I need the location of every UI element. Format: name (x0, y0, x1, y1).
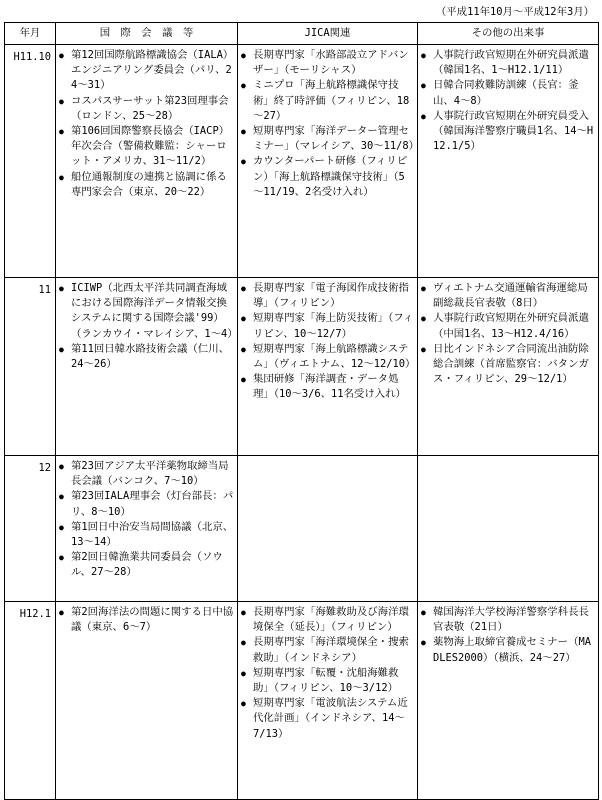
list-item: ● 短期専門家「電波航法システム近代化計画」（インドネシア、14～7/13） (241, 696, 414, 742)
other-cell (418, 278, 599, 456)
table-row (5, 45, 599, 278)
list-item: ● 第23回IALA理事会（灯台部長：パリ、8～10） (59, 489, 234, 519)
month-cell: H11.10 (5, 45, 56, 278)
period-range: （平成11年10月～平成12年3月） (435, 6, 594, 18)
list-item: ● ヴィエトナム交通運輸省海運総局副総裁長官表敬（8日） (421, 281, 595, 311)
header-row (5, 23, 599, 45)
list-item: ● 日韓合同救難防訓練（長官：釜山、4～8） (421, 78, 595, 108)
header-conferences: 国 際 会 議 等 (56, 23, 238, 45)
list-item: ● コスパスサーサット第23回理事会（ロンドン、25～28） (59, 94, 234, 124)
header-jica: JICA関連 (238, 23, 418, 45)
header-other: その他の出来事 (418, 23, 599, 45)
list-item: ● 長期専門家「海洋環境保全・捜索救助」（インドネシア） (241, 635, 414, 665)
table-row (5, 456, 599, 602)
table-row (5, 602, 599, 800)
list-item: ● 韓国海洋大学校海洋警察学科長長官表敬（21日） (421, 605, 595, 635)
list-item: ● 人事院行政官短期在外研究員派遣（韓国1名、1～H12.1/11） (421, 48, 595, 78)
list-item: ● 長期専門家「電子海図作成技術指導」（フィリピン） (241, 281, 414, 311)
jica-cell (238, 278, 418, 456)
month-cell: 11 (5, 278, 56, 456)
list-item: ● 第11回日韓水路技術会議（仁川、24～26） (59, 342, 234, 372)
list-item: ● 第106回国際警察長協会（IACP）年次会合（警備救難監：シャーロット・アメリカ、31～11/2） (59, 124, 234, 170)
list-item: ● 人事院行政官短期在外研究員受入（韓国海洋警察庁職員1名、14～H12.1/5） (421, 109, 595, 155)
list-item: ● 第2回海洋法の問題に関する日中協議（東京、6～7） (59, 605, 234, 635)
list-item: ● 第1回日中治安当局間協議（北京、13～14） (59, 520, 234, 550)
list-item: ● 集団研修「海洋調査・データ処理」（10～3/6、11名受け入れ） (241, 372, 414, 402)
other-cell (418, 602, 599, 800)
list-item: ● 船位通報制度の連携と協調に係る専門家会合（東京、20～22） (59, 170, 234, 200)
list-item: ● 長期専門家「水路部設立アドバンザー」（モーリシャス） (241, 48, 414, 78)
jica-cell (238, 45, 418, 278)
list-item: ● 第2回日韓漁業共同委員会（ソウル、27～28） (59, 550, 234, 580)
list-item: ● ミニプロ「海上航路標識保守技術」終了時評価（フィリピン、18～27） (241, 78, 414, 124)
other-cell (418, 456, 599, 602)
jica-cell (238, 456, 418, 602)
table-row (5, 278, 599, 456)
list-item: ● 第23回アジア太平洋薬物取締当局長会議（バンコク、7～10） (59, 459, 234, 489)
events-table (4, 22, 599, 800)
conferences-cell (56, 45, 238, 278)
jica-cell (238, 602, 418, 800)
month-cell: 12 (5, 456, 56, 602)
list-item: ● 長期専門家「海難救助及び海洋環境保全（延長）」（フィリピン） (241, 605, 414, 635)
conferences-cell (56, 602, 238, 800)
list-item: ● 人事院行政官短期在外研究員派遣（中国1名、13～H12.4/16） (421, 311, 595, 341)
list-item: ● 短期専門家「海上防災技術」（フィリピン、10～12/7） (241, 311, 414, 341)
conferences-cell (56, 278, 238, 456)
header-month: 年月 (5, 23, 56, 45)
list-item: ● カウンターパート研修（フィリピン）「海上航路標識保守技術」（5～11/19、2名受け入れ） (241, 154, 414, 200)
list-item: ● 短期専門家「海上航路標識システム」（ヴィエトナム、12～12/10） (241, 342, 414, 372)
list-item: ● 薬物海上取締官養成セミナー（MADLES2000）（横浜、24～27） (421, 635, 595, 665)
month-cell: H12.1 (5, 602, 56, 800)
list-item: ● 短期専門家「転覆・沈船海難救助」（フィリピン、10～3/12） (241, 666, 414, 696)
conferences-cell (56, 456, 238, 602)
list-item: ● 短期専門家「海洋データー管理セミナー」（マレイシア、30～11/8） (241, 124, 414, 154)
list-item: ● 日比インドネシア合同流出油防除総合訓練（首席監察官：バタンガス・フィリピン、29～12/1） (421, 342, 595, 388)
list-item: ● ICIWP（北西太平洋共同調査海域における国際海洋データ情報交換システムに関する国際会議'99）（ランカウイ・マレイシア、1～4） (59, 281, 234, 342)
other-cell (418, 45, 599, 278)
list-item: ● 第12回国際航路標識協会（IALA）エンジニアリング委員会（パリ、24～31） (59, 48, 234, 94)
